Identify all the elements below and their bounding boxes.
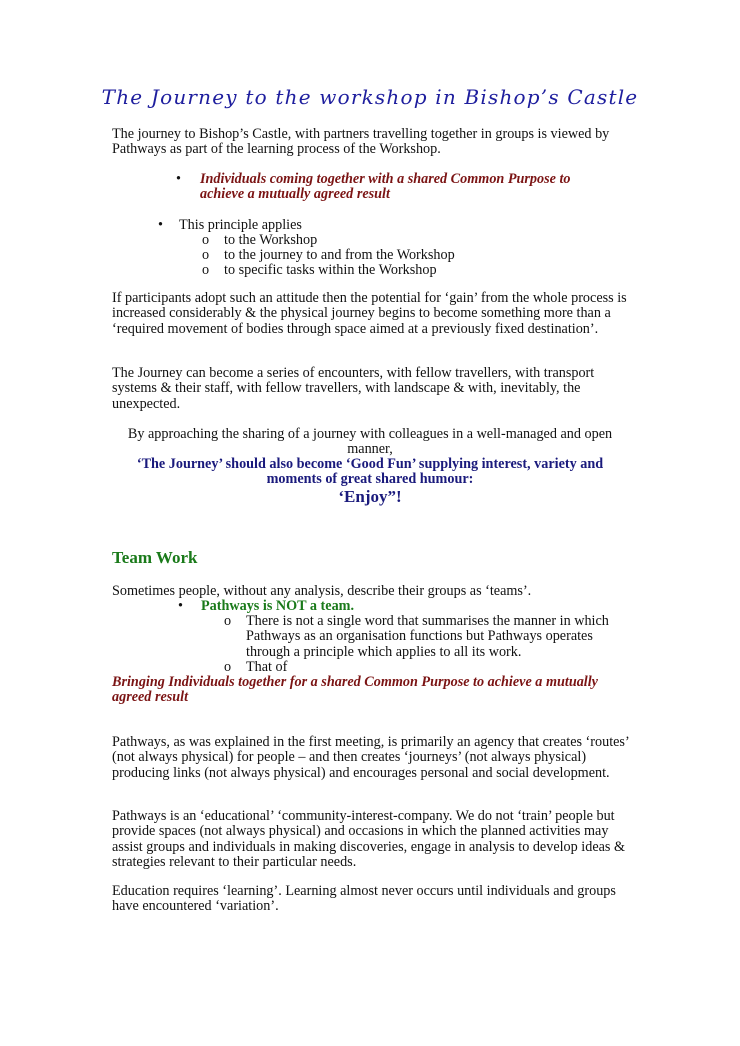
bullet-marker: •: [176, 171, 181, 187]
learning-paragraph: Education requires ‘learning’. Learning almost never occurs until individuals and groups have encountered ‘variation’.: [112, 883, 616, 915]
approach-text: By approaching the sharing of a journey with colleagues in a well-managed and open manner,: [127, 426, 613, 458]
teamwork-sub-item: That of: [246, 659, 288, 675]
intro-paragraph: The journey to Bishop’s Castle, with partners travelling together in groups is viewed by Pathways as part of the learning process of the Workshop.: [112, 126, 610, 158]
good-fun-text: ‘The Journey’ should also become ‘Good Fun’ supplying interest, variety and moments of great shared humour:: [136, 456, 604, 488]
sub-bullet-marker: o: [202, 247, 210, 263]
sub-bullet-marker: o: [202, 262, 210, 278]
principle-label: This principle applies: [179, 217, 302, 233]
teamwork-sub-item: There is not a single word that summarises the manner in which Pathways as an organisation functions but Pathways operates through a principle which applies to all its work.: [246, 613, 609, 660]
bullet-marker: •: [178, 598, 183, 614]
page-title: The Journey to the workshop in Bishop’s Castle: [101, 85, 639, 109]
teamwork-heading: Team Work: [112, 548, 198, 567]
pathways-principle: Bringing Individuals together for a shared Common Purpose to achieve a mutually agreed result: [112, 674, 598, 706]
gain-paragraph: If participants adopt such an attitude then the potential for ‘gain’ from the whole process is increased considerably & the physical journey begins to become something more than a ‘required movement of bodies through space aimed at a previously fixed destination’.: [112, 290, 627, 337]
enjoy-text: ‘Enjoy”!: [338, 487, 402, 506]
encounters-paragraph: The Journey can become a series of encounters, with fellow travellers, with transport systems & their staff, with fellow travellers, with landscape & with, inevitably, the unexpected.: [112, 365, 595, 412]
teamwork-intro: Sometimes people, without any analysis, describe their groups as ‘teams’.: [112, 583, 532, 599]
principle-item: to specific tasks within the Workshop: [224, 262, 437, 278]
sub-bullet-marker: o: [224, 659, 232, 675]
agency-paragraph: Pathways, as was explained in the first meeting, is primarily an agency that creates ‘routes’ (not always physical) for people – and then creates ‘journeys’ (not always physical) producing links (not always physical) and encourages personal and social development.: [112, 734, 629, 781]
highlight-bullet-text: Individuals coming together with a shared Common Purpose to achieve a mutually agreed result: [200, 171, 571, 203]
educational-paragraph: Pathways is an ‘educational’ ‘community-interest-company. We do not ‘train’ people but provide spaces (not always physical) and occasions in which the planned activities may assist groups and individuals in making discoveries, engage in analysis to develop ideas & strategies relevant to their particular needs.: [112, 808, 626, 871]
sub-bullet-marker: o: [224, 613, 232, 629]
not-a-team-text: Pathways is NOT a team.: [201, 598, 355, 614]
principle-item: to the journey to and from the Workshop: [224, 247, 455, 263]
principle-item: to the Workshop: [224, 232, 318, 248]
sub-bullet-marker: o: [202, 232, 210, 248]
bullet-marker: •: [158, 217, 163, 233]
